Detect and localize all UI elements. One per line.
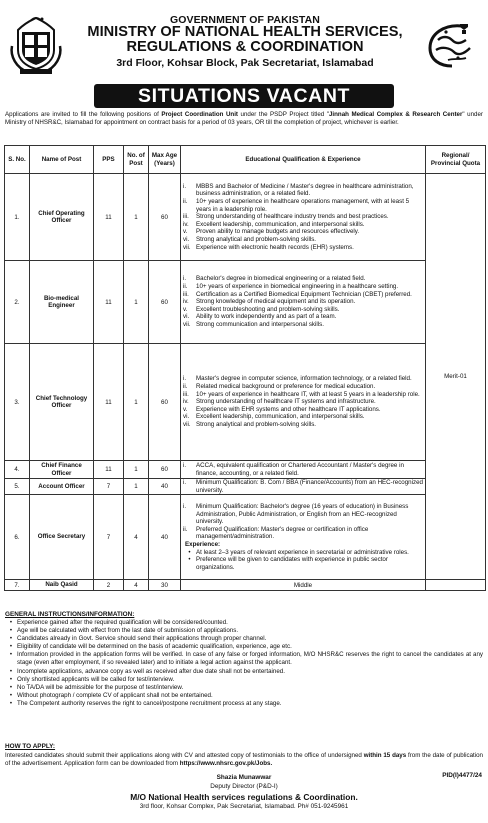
quota-cell: Merit-01 [426, 174, 486, 580]
item-number: • [188, 548, 191, 556]
row-post-name: Chief Finance Officer [30, 461, 94, 479]
list-item [183, 198, 423, 213]
item-text: Preference will be given to candidates with experience in public sector organizations. [196, 556, 388, 571]
table-row [5, 344, 486, 461]
list-item [183, 462, 423, 477]
instruction-item [5, 619, 483, 627]
list-item [183, 503, 423, 526]
row-sno: 4. [5, 461, 30, 479]
instruction-item [5, 627, 483, 635]
row-max-age: 30 [149, 580, 181, 591]
item-number: iii. [183, 390, 189, 398]
item-number: iv. [183, 398, 189, 406]
item-text: ACCA, equivalent qualification or Chartered Accountant / Master's degree in finance, accounting, or a related field. [196, 461, 404, 477]
row-qualification [181, 174, 426, 261]
instruction-text: Without photograph / complete CV of applicant shall not be entertained. [17, 691, 213, 699]
list-item [183, 549, 423, 557]
ministry-title: MINISTRY OF NATIONAL HEALTH SERVICES, [87, 24, 403, 40]
item-number: i. [183, 503, 187, 511]
list-item [183, 421, 423, 429]
instruction-item [5, 700, 483, 708]
intro-text: Applications are invited to fill the following positions of [5, 111, 162, 118]
signatory-office: M/O National Health services regulations & Coordination. [130, 792, 358, 802]
row-max-age: 60 [149, 344, 181, 461]
item-text: Certification as a Certified Biomedical Equipment Technician (CBET) preferred. [196, 290, 412, 298]
bullet-icon: • [9, 635, 13, 643]
bullet-icon: • [9, 619, 13, 626]
item-text: Strong knowledge of medical equipment and its operation. [196, 298, 356, 306]
item-text: Strong communication and interpersonal skills. [196, 320, 324, 328]
item-text: 10+ years of experience in healthcare operations management, with at least 5 years in a leadership role. [196, 198, 410, 213]
item-number: vii. [183, 243, 191, 251]
bullet-icon: • [9, 667, 13, 675]
row-qualification [181, 461, 426, 479]
instruction-item [5, 651, 483, 667]
instruction-text: No TA/DA will be admissible for the purpose of test/interview. [17, 683, 184, 691]
row-pps: 7 [94, 495, 124, 580]
intro-project: Jinnah Medical Complex & Research Center [328, 111, 463, 118]
item-number: i. [183, 375, 187, 383]
qualification-list [183, 479, 423, 494]
row-sno: 6. [5, 495, 30, 580]
list-item [183, 236, 423, 244]
row-max-age: 40 [149, 495, 181, 580]
item-text: Strong analytical and problem-solving skills. [196, 420, 317, 428]
item-text: Experience with electronic health records (EHR) systems. [196, 243, 354, 251]
quota-cell-empty [426, 580, 486, 591]
row-no-of-post: 4 [124, 495, 149, 580]
item-text: Bachelor's degree in biomedical engineering or a related field. [196, 275, 366, 283]
list-item [183, 413, 423, 421]
header-no-of-post: No. of Post [124, 146, 149, 174]
list-item [183, 275, 423, 283]
item-number: v. [183, 305, 188, 313]
item-number: • [188, 556, 191, 564]
item-text: Excellent leadership, communication, and interpersonal skills. [196, 220, 365, 228]
item-number: i. [183, 275, 187, 283]
how-to-apply-text [5, 752, 483, 768]
header-post: Name of Post [30, 146, 94, 174]
experience-label: Experience: [185, 540, 221, 548]
row-no-of-post: 1 [124, 344, 149, 461]
qualification-list [183, 503, 423, 541]
item-text: Strong understanding of healthcare industry trends and best practices. [196, 213, 389, 221]
instruction-text: Candidates already in Govt. Service should send their applications through proper channel. [17, 635, 267, 643]
row-sno: 5. [5, 479, 30, 495]
row-no-of-post: 1 [124, 261, 149, 344]
campaign-logo-icon [422, 18, 480, 70]
list-item [183, 526, 423, 541]
signatory-name: Shazia Munawwar [216, 774, 272, 781]
intro-unit: Project Coordination Unit [161, 111, 238, 118]
list-item [183, 228, 423, 236]
row-sno: 7. [5, 580, 30, 591]
general-instructions-title: GENERAL INSTRUCTIONS/INFORMATION: [5, 611, 135, 618]
list-item [183, 375, 423, 383]
positions-table [4, 145, 486, 591]
bullet-icon: • [9, 643, 13, 651]
table-row [5, 479, 486, 495]
row-post-name: Account Officer [30, 479, 94, 495]
situations-vacant-banner: SITUATIONS VACANT [94, 84, 394, 108]
row-pps: 7 [94, 479, 124, 495]
instruction-text: The Competent authority reserves the right to cancel/postpone recruitment process at any stage. [17, 699, 282, 707]
qualification-list [183, 462, 423, 477]
item-text: Strong understanding of healthcare IT systems and infrastructure. [196, 398, 376, 406]
instruction-text: Only shortlisted applicants will be called for test/interview. [17, 675, 175, 683]
list-item [183, 391, 423, 399]
item-text: Master's degree in computer science, information technology, or a related field. [196, 375, 412, 383]
row-max-age: 40 [149, 479, 181, 495]
qualification-list [183, 183, 423, 251]
how-text: from the date of publication of the advertisement. Application form can be downloaded from [5, 752, 483, 768]
item-text: Strong analytical and problem-solving skills. [196, 235, 317, 243]
row-qualification [181, 495, 426, 580]
header-pps: PPS [94, 146, 124, 174]
table-row [5, 461, 486, 479]
instruction-text: Eligibility of candidate will be determined on the basis of academic qualification, experience, age etc. [17, 643, 292, 651]
intro-text: " under Ministry of NHSR&C, Islamabad for appointment on contract basis for a period of 03 years, OR till the completion of project, whichever is earlier. [5, 111, 483, 127]
item-number: vii. [183, 320, 191, 328]
bullet-icon: • [9, 627, 13, 635]
list-item [183, 406, 423, 414]
instruction-item [5, 676, 483, 684]
bullet-icon: • [9, 699, 13, 707]
signatory-designation: Deputy Director (P&D-I) [210, 783, 278, 790]
list-item [183, 313, 423, 321]
list-item [183, 556, 423, 571]
instruction-item [5, 668, 483, 676]
ministry-address: 3rd Floor, Kohsar Block, Pak Secretariat, Islamabad [116, 57, 374, 69]
list-item [183, 183, 423, 198]
item-text: Ability to work independently and as part of a team. [196, 313, 337, 321]
item-text: 10+ years of experience in healthcare IT, with at least 5 years in a leadership role. [196, 390, 420, 398]
item-text: Related medical background or preference for medical education. [196, 383, 376, 391]
instruction-item [5, 684, 483, 692]
row-qualification [181, 479, 426, 495]
instruction-text: Incomplete applications, advance copy as well as received after due date shall not be entertained. [17, 667, 285, 675]
instruction-text: Information provided in the application forms will be verified. In case of any false or forged information, M/O NHSR&C reserves the right to cancel the candidates at any stage (even after employment, if so revealed later) and to initiate a legal action against the applicant. [17, 651, 483, 667]
item-number: iii. [183, 290, 189, 298]
item-text: Minimum Qualification: B. Com / BBA (Finance/Accounts) from an HEC-recognized university. [196, 479, 423, 494]
item-number: ii. [183, 525, 188, 533]
row-qualification [181, 261, 426, 344]
row-qualification: Middle [181, 580, 426, 591]
header-quota: Regional/ Provincial Quota [426, 146, 486, 174]
row-no-of-post: 1 [124, 479, 149, 495]
jobs-link[interactable]: https://www.nhsrc.gov.pk/Jobs. [179, 760, 273, 768]
item-number: vi. [183, 313, 190, 321]
row-no-of-post: 1 [124, 461, 149, 479]
row-post-name: Office Secretary [30, 495, 94, 580]
item-text: MBBS and Bachelor of Medicine / Master's degree in healthcare administration, business administration, or a related field. [196, 182, 414, 198]
how-text: Interested candidates should submit their applications along with CV and attested copy of testimonials to the office of undersigned [5, 752, 364, 759]
item-number: ii. [183, 198, 188, 206]
table-row [5, 580, 486, 591]
bullet-icon: • [9, 675, 13, 683]
row-post-name: Naib Qasid [30, 580, 94, 591]
list-item [183, 383, 423, 391]
item-number: v. [183, 228, 188, 236]
table-row [5, 174, 486, 261]
instruction-text: Experience gained after the required qualification will be considered/counted. [17, 619, 228, 626]
item-text: Minimum Qualification: Bachelor's degree (16 years of education) in Business Administration, Public Administration, or English from an HEC-recognized university. [196, 503, 409, 526]
item-number: iii. [183, 213, 189, 221]
row-no-of-post: 1 [124, 174, 149, 261]
instruction-item [5, 692, 483, 700]
list-item [183, 321, 423, 329]
row-qualification [181, 344, 426, 461]
table-body [5, 174, 486, 591]
header [0, 0, 488, 82]
item-number: iv. [183, 220, 189, 228]
item-number: vii. [183, 420, 191, 428]
list-item [183, 479, 423, 494]
row-post-name: Chief Technology Officer [30, 344, 94, 461]
item-text: Excellent troubleshooting and problem-solving skills. [196, 305, 340, 313]
pid-number: PID(I)4477/24 [442, 772, 482, 779]
item-number: ii. [183, 383, 188, 391]
item-text: Experience with EHR systems and other healthcare IT applications. [196, 405, 381, 413]
list-item [183, 221, 423, 229]
item-number: v. [183, 405, 188, 413]
how-to-apply-title: HOW TO APPLY: [5, 743, 56, 750]
intro-paragraph [5, 111, 483, 128]
list-item [183, 298, 423, 306]
qualification-list [183, 275, 423, 328]
deadline: within 15 days [363, 752, 407, 759]
qualification-list [183, 375, 423, 428]
row-pps: 11 [94, 461, 124, 479]
list-item [183, 244, 423, 252]
row-sno: 1. [5, 174, 30, 261]
header-sno: S. No. [5, 146, 30, 174]
item-text: At least 2–3 years of relevant experience in secretarial or administrative roles. [196, 548, 409, 556]
header-qualification: Educational Qualification & Experience [181, 146, 426, 174]
table-header-row [5, 146, 486, 174]
item-text: Preferred Qualification: Master's degree or certification in office management/administration. [196, 525, 369, 541]
item-number: iv. [183, 298, 189, 306]
item-number: i. [183, 182, 187, 190]
row-pps: 2 [94, 580, 124, 591]
table-row [5, 261, 486, 344]
item-number: vi. [183, 413, 190, 421]
row-sno: 2. [5, 261, 30, 344]
item-number: vi. [183, 235, 190, 243]
item-number: i. [183, 461, 187, 469]
row-pps: 11 [94, 261, 124, 344]
general-instructions-list [5, 619, 483, 708]
instruction-text: Age will be calculated with effect from the last date of submission of applications. [17, 627, 239, 635]
item-number: i. [183, 479, 187, 486]
row-sno: 3. [5, 344, 30, 461]
row-no-of-post: 4 [124, 580, 149, 591]
bullet-icon: • [9, 683, 13, 691]
row-pps: 11 [94, 174, 124, 261]
ministry-subtitle: REGULATIONS & COORDINATION [126, 39, 364, 55]
table-row [5, 495, 486, 580]
row-post-name: Bio-medical Engineer [30, 261, 94, 344]
bullet-icon: • [9, 691, 13, 699]
list-item [183, 398, 423, 406]
row-max-age: 60 [149, 461, 181, 479]
instruction-item [5, 635, 483, 643]
government-title: GOVERNMENT OF PAKISTAN [170, 14, 320, 26]
list-item [183, 213, 423, 221]
row-pps: 11 [94, 344, 124, 461]
state-emblem-icon [8, 16, 64, 76]
intro-text: under the PSDP Project titled " [237, 111, 329, 118]
experience-list [183, 549, 423, 572]
row-max-age: 60 [149, 261, 181, 344]
item-text: 10+ years of experience in biomedical engineering in a healthcare setting. [196, 283, 399, 291]
signatory-address: 3rd floor, Kohsar Complex, Pak Secretariat, Islamabad. Ph# 051-9245961 [139, 803, 349, 810]
list-item [183, 291, 423, 299]
item-text: Excellent leadership, communication, and interpersonal skills. [196, 413, 365, 421]
row-max-age: 60 [149, 174, 181, 261]
list-item [183, 283, 423, 291]
item-text: Proven ability to manage budgets and resources effectively. [196, 228, 360, 236]
header-max-age: Max Age (Years) [149, 146, 181, 174]
list-item [183, 306, 423, 314]
instruction-item [5, 643, 483, 651]
bullet-icon: • [9, 651, 13, 659]
item-number: ii. [183, 283, 188, 291]
row-post-name: Chief Operating Officer [30, 174, 94, 261]
